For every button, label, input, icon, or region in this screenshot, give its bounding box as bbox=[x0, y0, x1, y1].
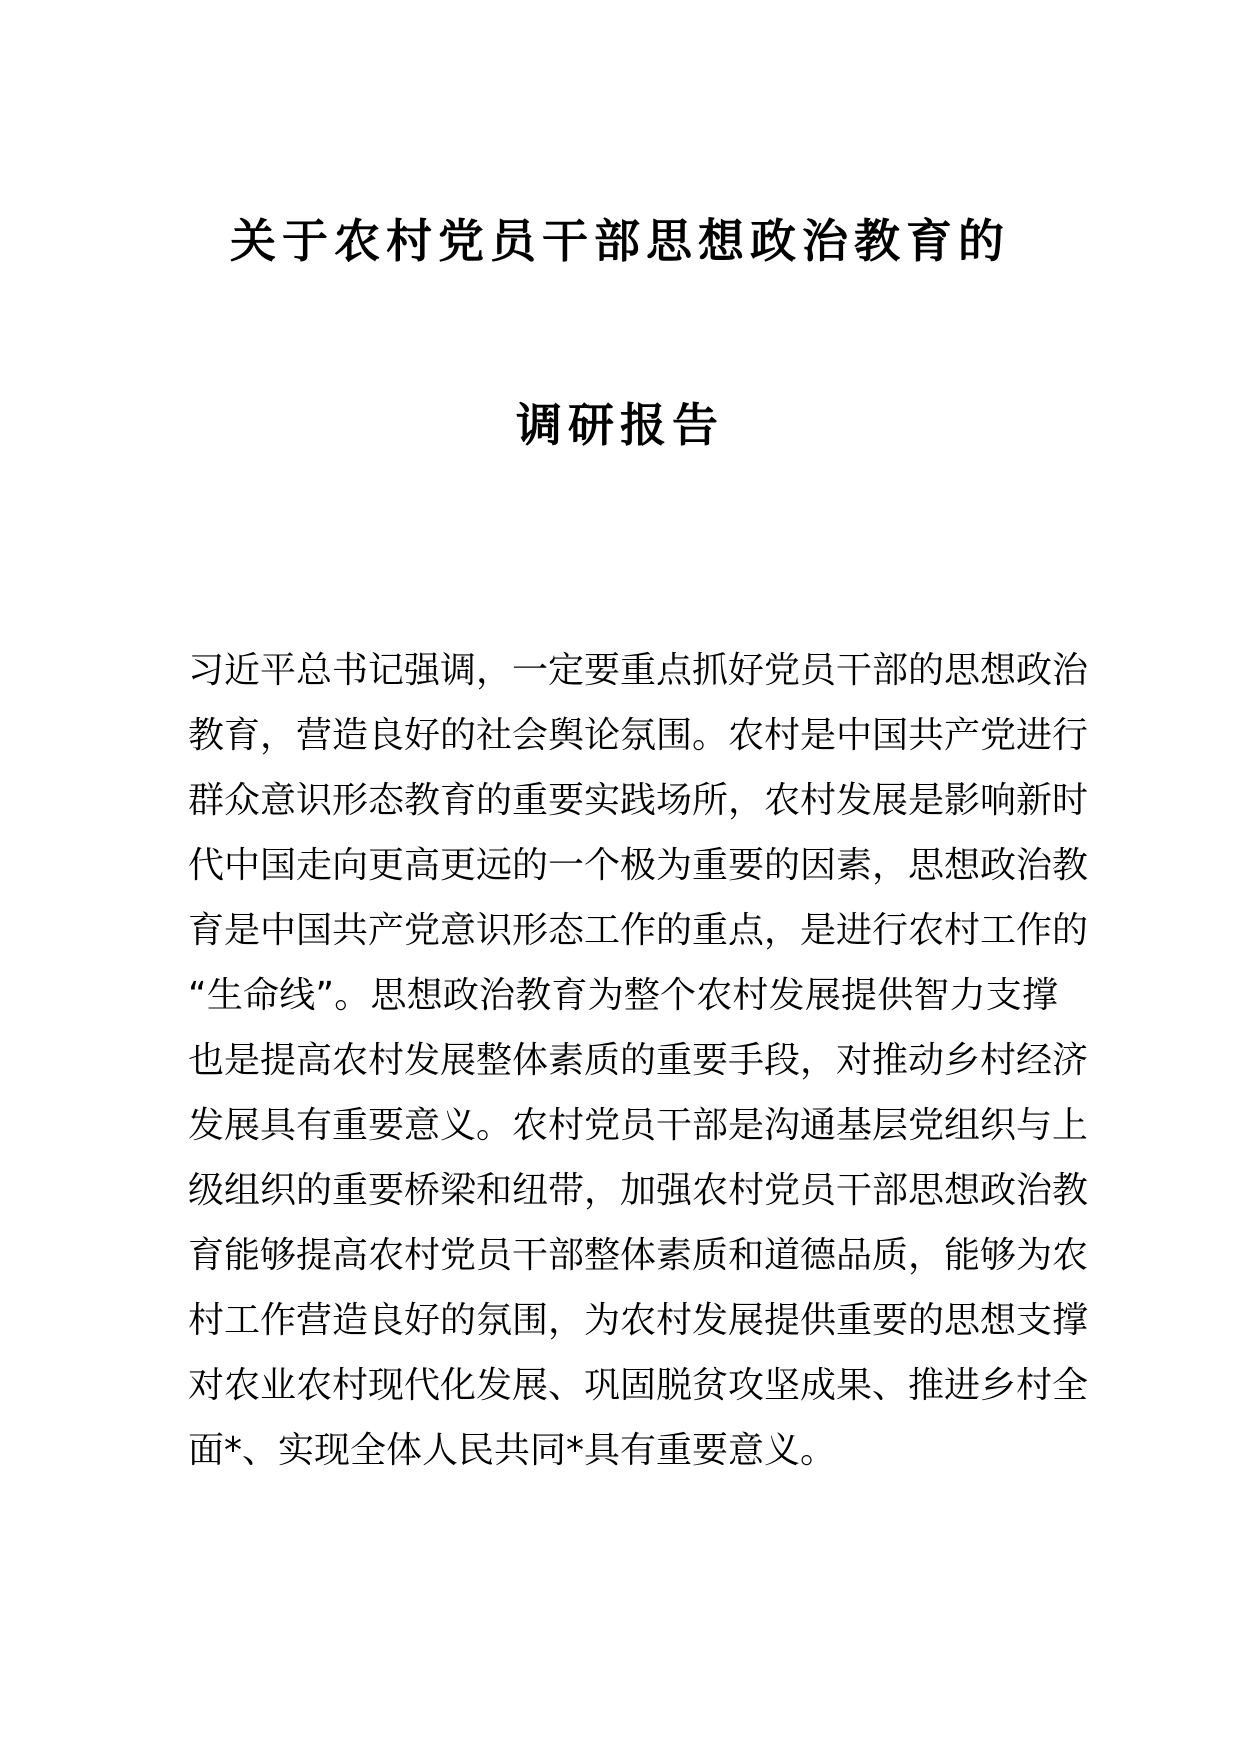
paragraph-line: 育是中国共产党意识形态工作的重点，是进行农村工作的 bbox=[188, 910, 1089, 951]
paragraph-line: 也是提高农村发展整体素质的重要手段，对推动乡村经济 bbox=[188, 1040, 1089, 1081]
paragraph-line: 级组织的重要桥梁和纽带，加强农村党员干部思想政治教 bbox=[188, 1170, 1089, 1211]
paragraph-line: 教育，营造良好的社会舆论氛围。农村是中国共产党进行 bbox=[188, 715, 1089, 756]
paragraph-line: 群众意识形态教育的重要实践场所，农村发展是影响新时 bbox=[188, 780, 1089, 821]
document-title-line-2: 调研报告 bbox=[516, 398, 724, 452]
paragraph-line: 发展具有重要意义。农村党员干部是沟通基层党组织与上 bbox=[188, 1105, 1089, 1146]
document-title-line-1: 关于农村党员干部思想政治教育的 bbox=[230, 214, 1010, 268]
paragraph-line: 对农业农村现代化发展、巩固脱贫攻坚成果、推进乡村全 bbox=[188, 1365, 1089, 1406]
paragraph-line: “生命线”。思想政治教育为整个农村发展提供智力支撑 bbox=[188, 975, 1058, 1016]
paragraph-line: 村工作营造良好的氛围，为农村发展提供重要的思想支撑 bbox=[188, 1300, 1089, 1341]
paragraph-line: 代中国走向更高更远的一个极为重要的因素，思想政治教 bbox=[188, 845, 1089, 886]
paragraph-line: 面*、实现全体人民共同*具有重要意义。 bbox=[188, 1430, 837, 1471]
paragraph-line: 育能够提高农村党员干部整体素质和道德品质，能够为农 bbox=[188, 1235, 1089, 1276]
paragraph-line: 习近平总书记强调，一定要重点抓好党员干部的思想政治 bbox=[188, 650, 1089, 691]
body-paragraph bbox=[188, 638, 1089, 1483]
